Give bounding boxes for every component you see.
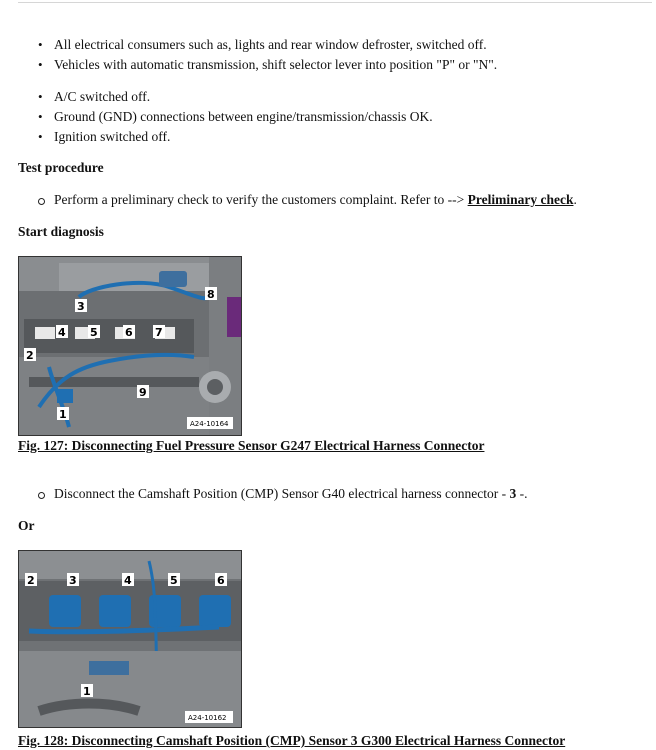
- preliminary-check-link[interactable]: Preliminary check: [467, 192, 574, 207]
- step-text: Perform a preliminary check to verify the customers complaint. Refer to -->: [54, 192, 465, 207]
- test-procedure-heading: Test procedure: [18, 160, 104, 175]
- svg-text:6: 6: [217, 574, 225, 587]
- svg-text:1: 1: [83, 685, 91, 698]
- svg-text:2: 2: [27, 574, 35, 587]
- step-ref: 3: [509, 486, 517, 501]
- start-diagnosis-heading: Start diagnosis: [18, 224, 104, 239]
- circle-bullet-icon: [38, 198, 45, 205]
- step-end: .: [573, 192, 577, 207]
- or-heading: Or: [18, 518, 35, 533]
- svg-text:4: 4: [124, 574, 132, 587]
- svg-text:5: 5: [170, 574, 178, 587]
- svg-text:1: 1: [59, 408, 67, 421]
- conditions-list-1: [38, 35, 497, 75]
- list-item: • Ground (GND) connections between engine/transmission/chassis OK.: [38, 107, 433, 127]
- engine-camshaft-sensor-illustration: [19, 551, 241, 727]
- step-end: -.: [519, 486, 528, 501]
- engine-fuel-sensor-illustration: [19, 257, 241, 435]
- svg-text:4: 4: [58, 326, 66, 339]
- figure-128-code: A24-10162: [188, 714, 227, 722]
- circle-bullet-icon: [38, 492, 45, 499]
- list-item: • All electrical consumers such as, lights and rear window defroster, switched off.: [38, 35, 497, 55]
- svg-text:9: 9: [139, 386, 147, 399]
- svg-text:3: 3: [69, 574, 77, 587]
- svg-text:3: 3: [77, 300, 85, 313]
- disconnect-step: [38, 486, 528, 502]
- svg-text:6: 6: [125, 326, 133, 339]
- figure-128-image: [18, 550, 242, 728]
- conditions-list-2: [38, 87, 433, 147]
- list-item: • Ignition switched off.: [38, 127, 433, 147]
- svg-text:7: 7: [155, 326, 163, 339]
- figure-128-caption: Fig. 128: Disconnecting Camshaft Position (CMP) Sensor 3 G300 Electrical Harness Connector: [18, 733, 566, 748]
- list-item: • A/C switched off.: [38, 87, 433, 107]
- list-item: • Vehicles with automatic transmission, shift selector lever into position "P" or "N".: [38, 55, 497, 75]
- svg-text:8: 8: [207, 288, 215, 301]
- figure-127-caption: Fig. 127: Disconnecting Fuel Pressure Sensor G247 Electrical Harness Connector: [18, 438, 485, 453]
- step-text: Disconnect the Camshaft Position (CMP) Sensor G40 electrical harness connector -: [54, 486, 507, 501]
- top-divider: [18, 2, 652, 3]
- figure-127-image: [18, 256, 242, 436]
- preliminary-check-step: [38, 192, 577, 208]
- figure-127-code: A24-10164: [190, 420, 229, 428]
- svg-text:5: 5: [90, 326, 98, 339]
- svg-text:2: 2: [26, 349, 34, 362]
